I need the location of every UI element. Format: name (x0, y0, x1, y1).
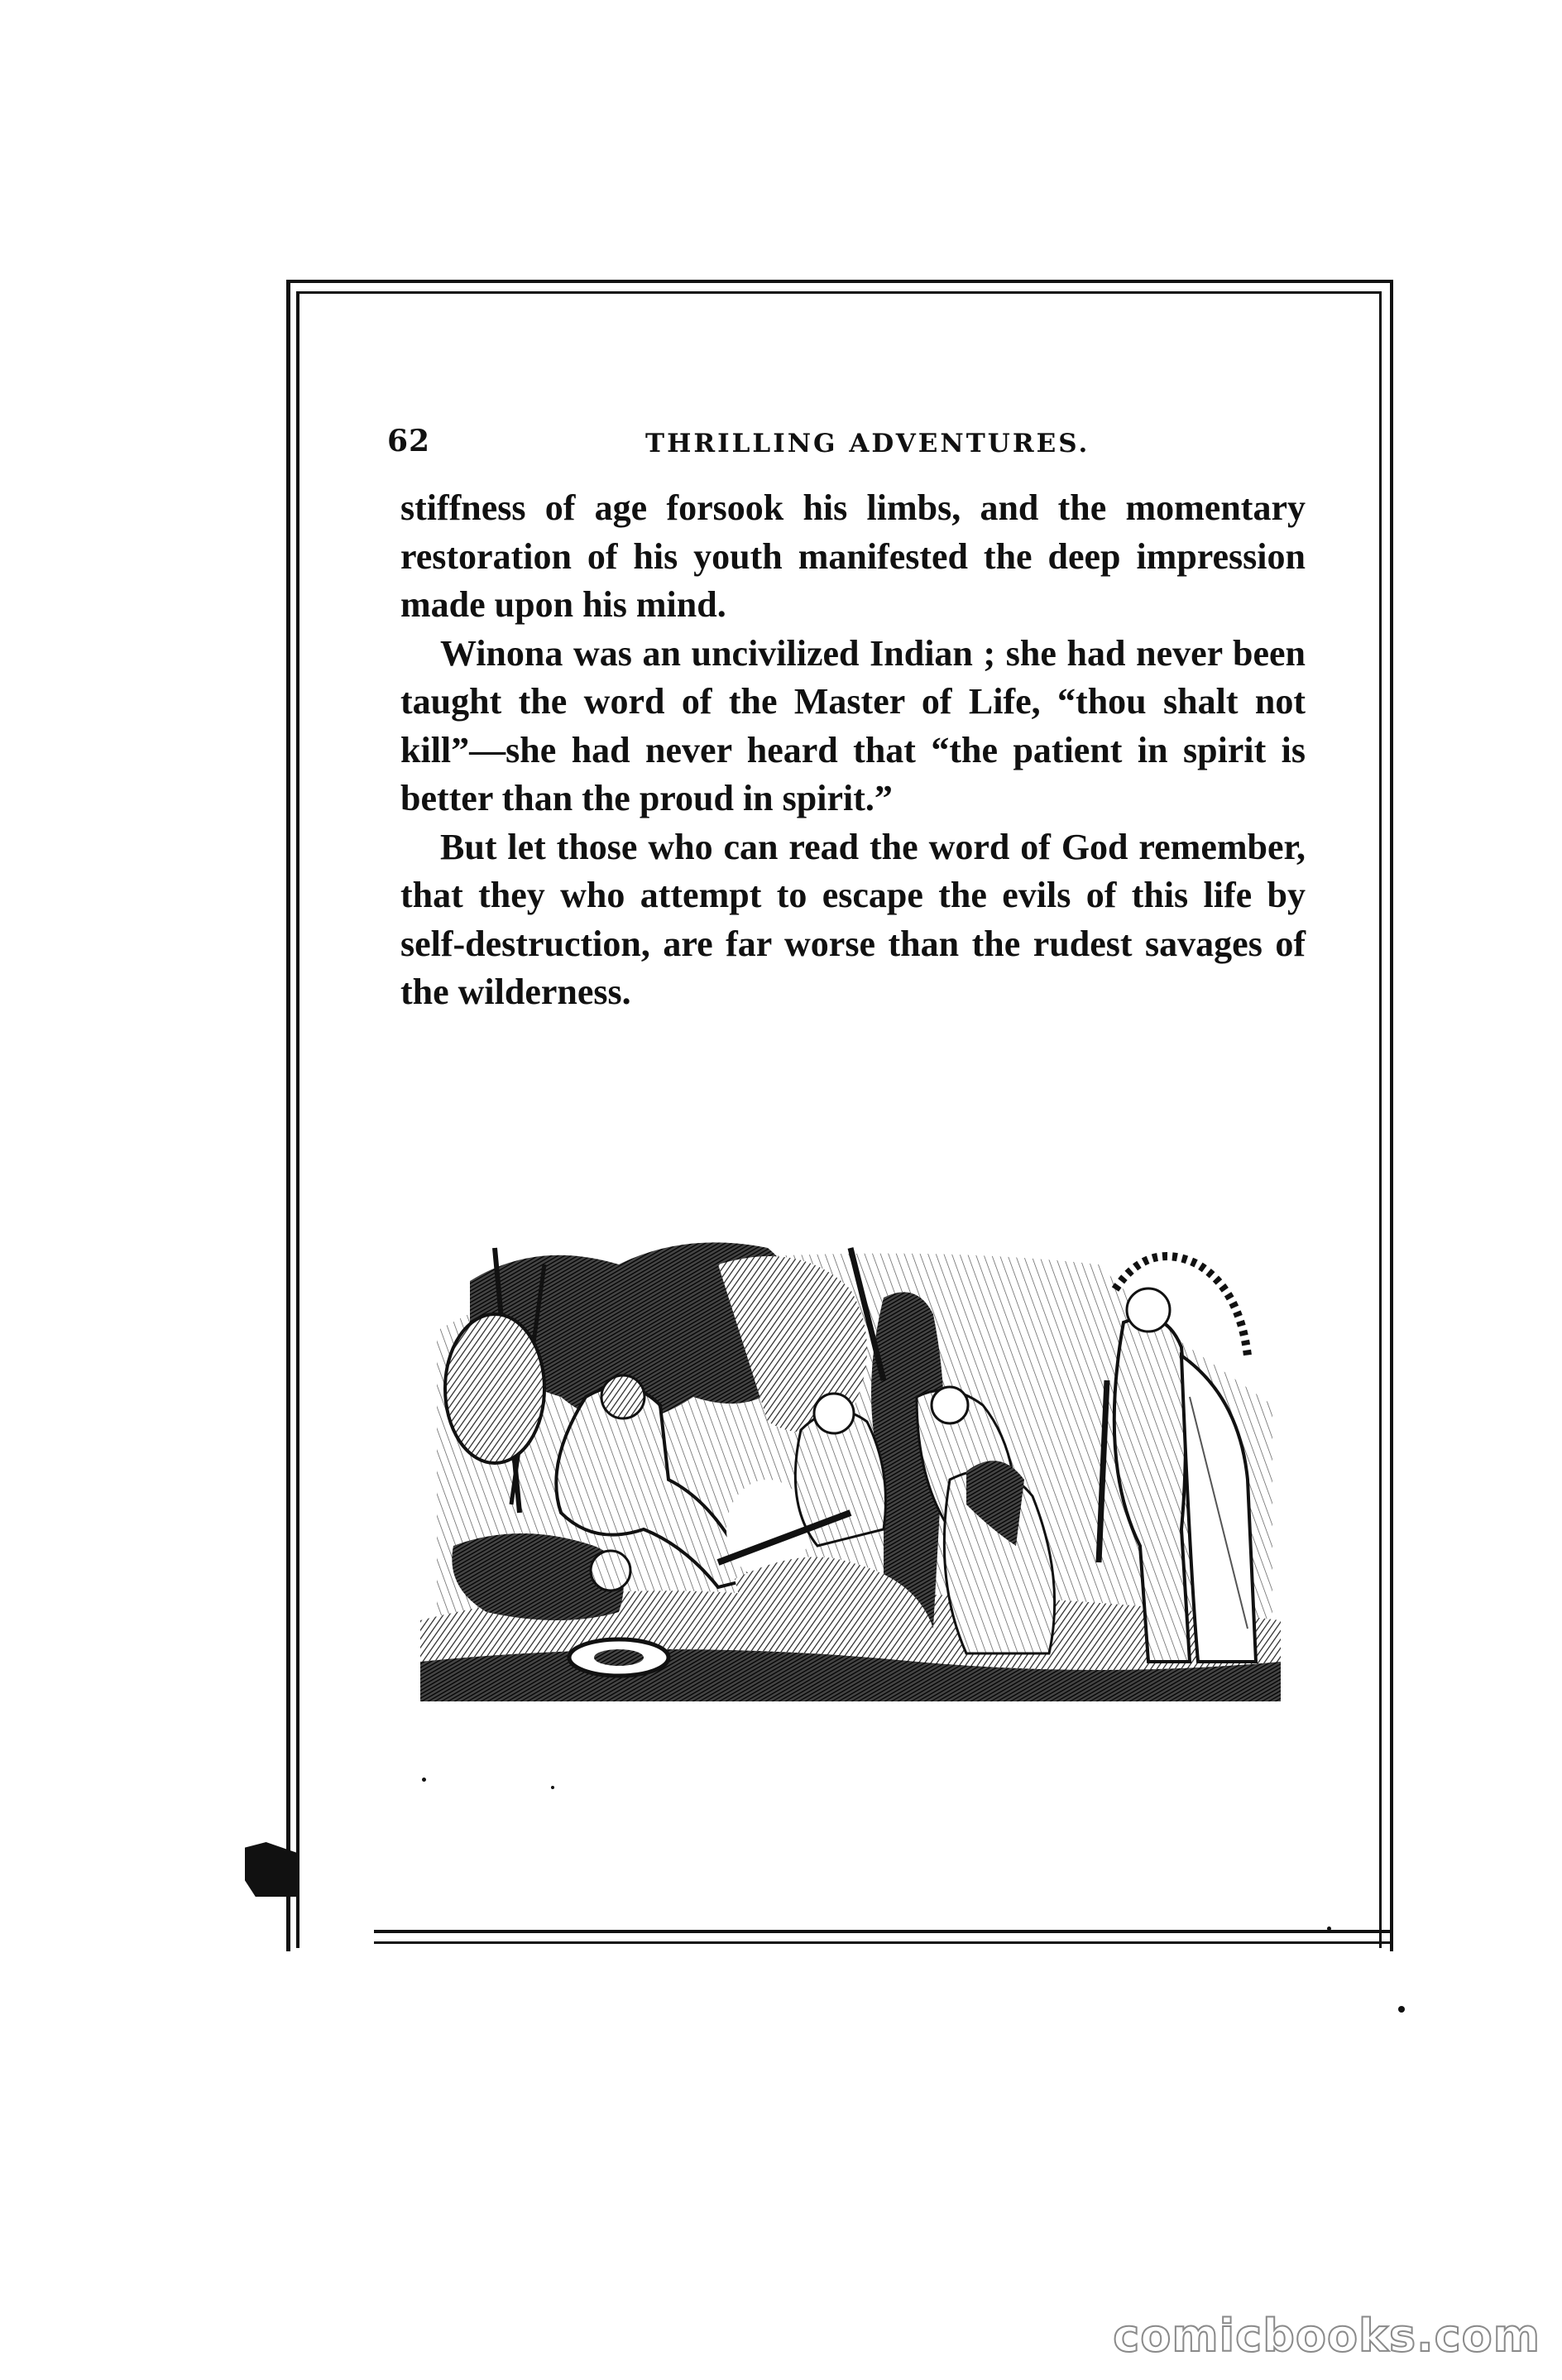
paragraph: stiffness of age forsook his limbs, and the momentary restoration of his youth manifested the deep impression made upon his mind. (400, 487, 1306, 625)
watermark-text: comicbooks.com (1113, 2310, 1540, 2362)
page-number: 62 (387, 424, 431, 458)
campfire-scene-icon (420, 1231, 1281, 1701)
speck (1327, 1927, 1331, 1931)
paragraph: But let those who can read the word of God remember, that they who attempt to escape the evils of this life by self-destruction, are far worse than the rudest savages of the wilderness. (400, 826, 1306, 1012)
bottom-rule (374, 1930, 1392, 1933)
bottom-rule (374, 1941, 1393, 1944)
engraving-illustration (420, 1231, 1281, 1701)
body-text (400, 484, 1306, 1017)
paragraph: Winona was an uncivilized Indian ; she had never been taught the word of the Master of Life, “thou shalt not kill”—she had never heard that “the patient in spirit is better than the proud in spirit.” (400, 632, 1306, 818)
speck (422, 1778, 426, 1782)
speck (551, 1786, 554, 1789)
speck (1398, 2006, 1405, 2013)
running-title: THRILLING ADVENTURES. (645, 429, 1090, 458)
running-head (387, 424, 1306, 473)
